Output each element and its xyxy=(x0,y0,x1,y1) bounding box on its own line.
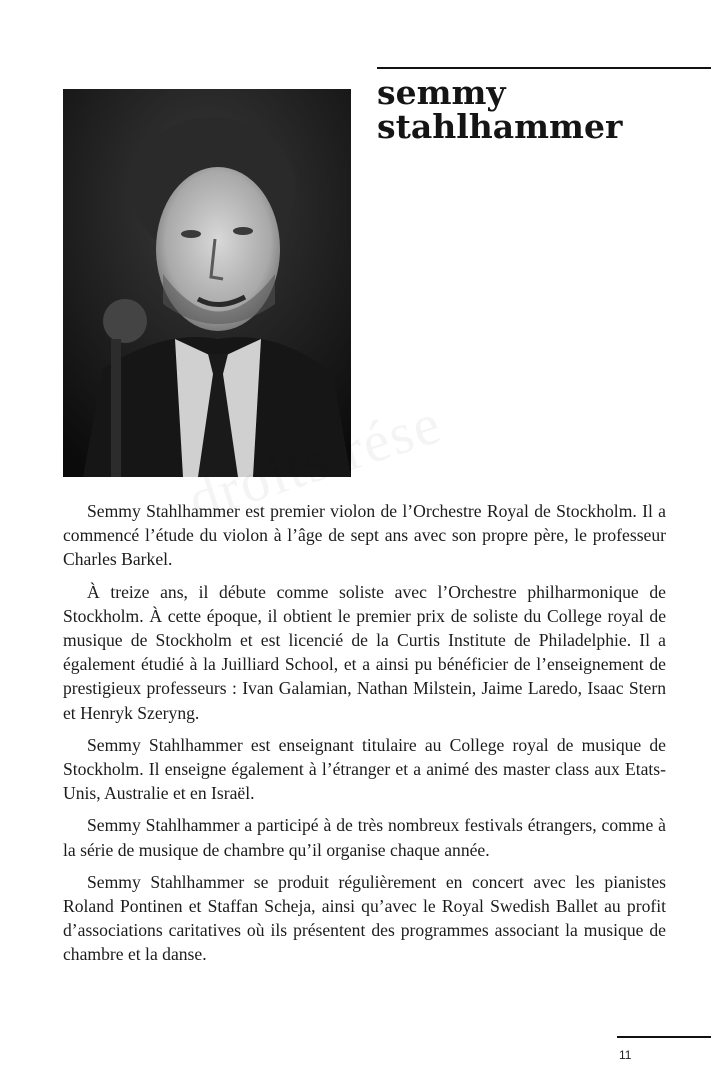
artist-name-line1: semmy xyxy=(377,73,506,112)
portrait-photo xyxy=(63,89,351,477)
biography-paragraph: Semmy Stahlhammer se produit régulièrement en concert avec les pianistes Roland Pontinen et Staffan Scheja, ainsi qu’avec le Royal Swedish Ballet au profit d’associations caritatives où ils présentent des programmes associant la musique de chambre et la danse. xyxy=(63,871,666,965)
portrait-icon xyxy=(63,89,351,477)
biography-paragraph: Semmy Stahlhammer est premier violon de l’Orchestre Royal de Stockholm. Il a commencé l’étude du violon à l’âge de sept ans avec son propre père, le professeur Charles Barkel. xyxy=(63,501,666,570)
biography-paragraph: Semmy Stahlhammer est enseignant titulaire au College royal de musique de Stockholm. Il enseigne également à l’étranger et a animé des master class aux Etats-Unis, Australie et en Israël. xyxy=(63,734,666,804)
artist-name xyxy=(377,73,707,146)
footer-rule xyxy=(617,1036,711,1038)
page-number: 11 xyxy=(619,1048,632,1062)
biography-paragraph: À treize ans, il débute comme soliste avec l’Orchestre philharmonique de Stockholm. À cette époque, il obtient le premier prix de soliste du College royal de musique de Stockholm et est licencié de la Curtis Institute de Philadelphie. Il a également étudié à la Juilliard School, et a ainsi pu bénéficier de l’enseignement de prestigieux professeurs : Ivan Galamian, Nathan Milstein, Jaime Laredo, Isaac Stern et Henryk Szeryng. xyxy=(63,581,666,723)
biography-text xyxy=(63,499,666,975)
biography-paragraph: Semmy Stahlhammer a participé à de très nombreux festivals étrangers, comme à la série de musique de chambre qu’il organise chaque année. xyxy=(63,815,666,860)
artist-name-line2: stahlhammer xyxy=(377,107,623,146)
header-rule xyxy=(377,67,711,69)
